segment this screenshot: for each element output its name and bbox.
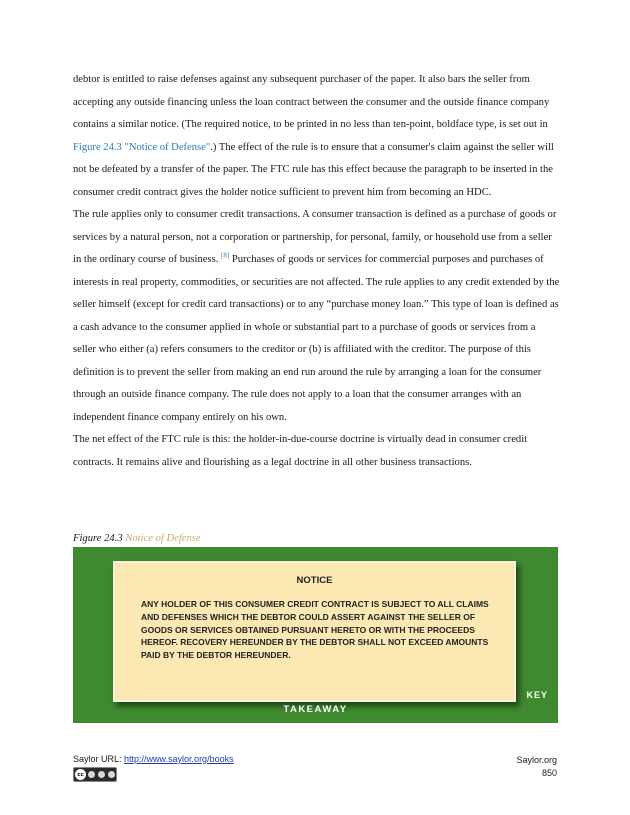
page-number: 850 [541, 768, 557, 778]
figure-caption-label: Figure 24.3 [73, 533, 126, 544]
takeaway-label: TAKEAWAY [283, 704, 348, 715]
figure-caption [73, 533, 201, 544]
key-label: KEY [526, 690, 548, 700]
figure-link[interactable]: Figure 24.3 "Notice of Defense" [73, 141, 211, 153]
by-attribution-icon [88, 771, 95, 778]
footer-source [73, 754, 234, 764]
paragraph-2: The rule applies only to consumer credit transactions. A consumer transaction is defined as a purchase of goods or services by a natural person, not a corporation or partnership, for personal, family, or household use from a seller in the ordinary course of business. [8] Purchases of goods or services for commercial purposes and purchases of interests in real property, commodities, or securities are not affected. The rule applies to any credit extended by the seller himself (except for credit card transactions) or to any “purchase money loan.” This type of loan is defined as a cash advance to the consumer applied in whole or substantial part to a purchase of goods or services from a seller who either (a) refers consumers to the creditor or (b) is affiliated with the creditor. The purpose of this definition is to prevent the seller from making an end run around the rule by arranging a loan for the consumer through an outside finance company. The rule does not apply to a loan that the consumer arranges with an independent finance company entirely on his own. [73, 209, 560, 423]
footnote-link[interactable]: [8] [221, 251, 230, 260]
paragraph-1: debtor is entitled to raise defenses against any subsequent purchaser of the paper. It also bars the seller from accepting any outside financing unless the loan contract between the consumer and the outside finance company contains a similar notice. (The required notice, to be printed in no less than ten-point, boldface type, is set out in Figure 24.3 "Notice of Defense".) The effect of the rule is to ensure that a consumer's claim against the seller will not be defeated by a transfer of the paper. The FTC rule has this effect because the paragraph to be inserted in the consumer credit contract gives the holder notice sufficient to prevent him from becoming an HDC. [73, 74, 554, 198]
footer-site: Saylor.org [516, 755, 557, 765]
notice-box [113, 561, 516, 702]
creative-commons-license-icon[interactable] [73, 767, 117, 782]
notice-figure [73, 547, 558, 723]
footer-url-prefix: Saylor URL: [73, 754, 125, 764]
footer-page-info [516, 754, 557, 780]
figure-caption-title: Notice of Defense [125, 533, 201, 544]
paragraph-3: The net effect of the FTC rule is this: the holder-in-due-course doctrine is virtually dead in consumer credit contracts. It remains alive and flourishing as a legal doctrine in all other business transactions. [73, 434, 528, 468]
body-text [73, 69, 560, 474]
cc-logo-icon: cc [75, 769, 86, 780]
notice-title: NOTICE [296, 575, 333, 586]
share-alike-icon [108, 771, 115, 778]
footer-url-link[interactable]: http://www.saylor.org/books [124, 754, 234, 764]
noncommercial-icon [98, 771, 105, 778]
notice-text: ANY HOLDER OF THIS CONSUMER CREDIT CONTRACT IS SUBJECT TO ALL CLAIMS AND DEFENSES WHICH THE DEBTOR COULD ASSERT AGAINST THE SELLER OF GOODS OR SERVICES OBTAINED PURSUANT HERETO OR WITH THE PROCEEDS HEREOF. RECOVERY HEREUNDER BY THE DEBTOR SHALL NOT EXCEED AMOUNTS PAID BY THE DEBTOR HEREUNDER. [141, 599, 489, 661]
